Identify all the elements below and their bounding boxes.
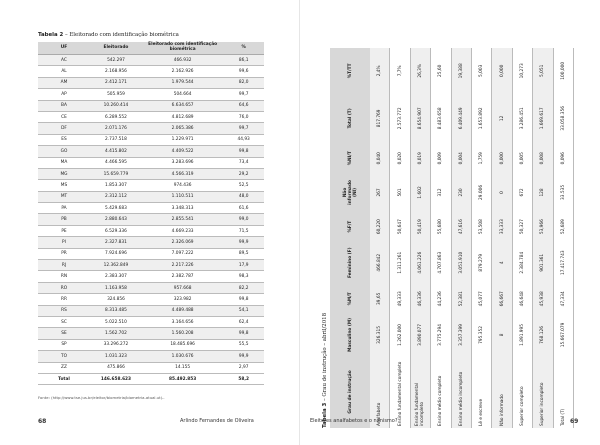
- table-cell: 2.855.541: [142, 214, 223, 225]
- table-row: [38, 77, 264, 88]
- table-cell: TO: [38, 351, 90, 362]
- table-cell: Ensino fundamental incompleto: [410, 356, 430, 428]
- table-cell: 14.155: [142, 362, 223, 373]
- table-cell: 33.296.272: [90, 339, 142, 350]
- table-cell: 7.924.696: [90, 248, 142, 259]
- table-cell: 99,6: [223, 66, 264, 77]
- table-cell: 672: [512, 173, 532, 211]
- table-row: [38, 282, 264, 293]
- table-cell: 1,759: [471, 143, 491, 173]
- table-cell: Ensino médio incompleto: [451, 356, 471, 428]
- table-cell: 50,327: [512, 211, 532, 241]
- table-cell: 18.485.696: [142, 339, 223, 350]
- table-row: [38, 191, 264, 202]
- table-cell: 1.110.511: [142, 191, 223, 202]
- table-cell: SC: [38, 316, 90, 327]
- table-cell: 795.352: [471, 314, 491, 356]
- table-cell: Superior completo: [512, 356, 532, 428]
- table-row: [431, 48, 451, 428]
- table-row: [512, 48, 532, 428]
- table-cell: 542.297: [90, 55, 142, 66]
- table-cell: 73,4: [223, 157, 264, 168]
- table-cell: Lê e escreve: [471, 356, 491, 428]
- table-cell: 100,000: [553, 48, 573, 94]
- table-cell: 3.286.451: [512, 94, 532, 143]
- table-total-row: [38, 373, 264, 384]
- running-author: Arlindo Fernandes de Oliveira: [180, 418, 254, 424]
- table-cell: 4.061.226: [410, 242, 430, 284]
- table-cell: 4.415.802: [90, 146, 142, 157]
- table-row: [38, 305, 264, 316]
- table-cell: 3.890.077: [410, 314, 430, 356]
- table-cell: 49,333: [390, 284, 410, 314]
- table-cell: 2.065.386: [142, 123, 223, 134]
- table-cell: 99,0: [223, 214, 264, 225]
- table-row: [38, 111, 264, 122]
- table-cell: 52,381: [451, 284, 471, 314]
- table-cell: 4.812.689: [142, 111, 223, 122]
- table-cell: 2.880.643: [90, 214, 142, 225]
- table-cell: 29,2: [223, 168, 264, 179]
- table-cell: RN: [38, 271, 90, 282]
- table-cell: 55,5: [223, 339, 264, 350]
- table-cell: 475.866: [90, 362, 142, 373]
- table-cell: 326.315: [370, 314, 390, 356]
- table-cell: BA: [38, 100, 90, 111]
- table-row: [38, 66, 264, 77]
- table-cell: 1.653.892: [471, 94, 491, 143]
- table-cell: 1.602: [410, 173, 430, 211]
- table-cell: 64,6: [223, 100, 264, 111]
- table-row: [38, 180, 264, 191]
- table-cell: 99,8: [223, 294, 264, 305]
- table-cell: 6.289.552: [90, 111, 142, 122]
- running-title: Eleitores analfabetos e o nanismo?: [310, 418, 398, 424]
- table-row: [38, 225, 264, 236]
- table-cell: 2,4%: [370, 48, 390, 94]
- table-cell: 46,336: [410, 284, 430, 314]
- table-row: [38, 339, 264, 350]
- table-cell: 5,003: [471, 48, 491, 94]
- table-3-header: %NI/T: [330, 143, 370, 173]
- table-cell: 5.022.510: [90, 316, 142, 327]
- table-cell: 230: [451, 173, 471, 211]
- table-cell: 1.163.958: [90, 282, 142, 293]
- table-cell: 33.058.356: [553, 94, 573, 143]
- table-cell: 768.126: [533, 314, 553, 356]
- table-cell: 89,5: [223, 248, 264, 259]
- table-cell: 99,9: [223, 351, 264, 362]
- table-cell: 45,077: [471, 284, 491, 314]
- table-cell: 50,647: [390, 211, 410, 241]
- table-cell: DF: [38, 123, 90, 134]
- table-cell: 66,667: [492, 284, 512, 314]
- table-3-title: Tabela 3 – Grau de instrução – abril/2018: [322, 312, 328, 428]
- table-cell: 1.669.617: [533, 94, 553, 143]
- table-cell: 99,9: [223, 237, 264, 248]
- table-cell: 0,005: [512, 143, 532, 173]
- table-cell: 957.668: [142, 282, 223, 293]
- table-row: [533, 48, 553, 428]
- table-cell: SE: [38, 328, 90, 339]
- table-cell: 61,6: [223, 203, 264, 214]
- table-electorate-biometric: [38, 42, 264, 385]
- table-cell: 44,93: [223, 134, 264, 145]
- table-cell: 52,689: [553, 211, 573, 241]
- table-cell: 8.654.907: [410, 94, 430, 143]
- table-cell: 817.769: [370, 94, 390, 143]
- table-row: [390, 48, 410, 428]
- table-2-header: UF: [38, 42, 90, 55]
- table-cell: 50,419: [410, 211, 430, 241]
- table-cell: 466.842: [370, 242, 390, 284]
- table-cell: 974.436: [142, 180, 223, 191]
- table-cell: 10.260.414: [90, 100, 142, 111]
- table-cell: 8.483.658: [431, 94, 451, 143]
- table-cell: 6.634.657: [142, 100, 223, 111]
- table-cell: 12: [492, 94, 512, 143]
- table-cell: 47,334: [553, 284, 573, 314]
- table-cell: 47,616: [451, 211, 471, 241]
- table-cell: 86,1: [223, 55, 264, 66]
- right-page: [300, 0, 600, 445]
- table-3-header: %T/TT: [330, 48, 370, 94]
- table-row: [553, 48, 573, 428]
- table-cell: 33.535: [553, 173, 573, 211]
- table-cell: 2.382.787: [142, 271, 223, 282]
- table-cell: 504.664: [142, 89, 223, 100]
- table-cell: RJ: [38, 260, 90, 271]
- table-cell: 0,000: [492, 48, 512, 94]
- table-cell: 82,2: [223, 282, 264, 293]
- table-cell: 15.667.079: [553, 314, 573, 356]
- table-cell: 1.979.544: [142, 77, 223, 88]
- table-cell: 3.775.294: [431, 314, 451, 356]
- table-cell: 25,60: [431, 48, 451, 94]
- table-cell: Ensino médio completo: [431, 356, 451, 428]
- table-cell: Superior incompleto: [533, 356, 553, 428]
- table-cell: 1.891.995: [512, 314, 532, 356]
- table-cell: 2.327.831: [90, 237, 142, 248]
- table-cell: 2.383.307: [90, 271, 142, 282]
- table-row: [38, 55, 264, 66]
- table-cell: 85.492.853: [142, 373, 223, 384]
- table-cell: 55,680: [431, 211, 451, 241]
- table-cell: RS: [38, 305, 90, 316]
- table-3-header: Feminino (F): [330, 242, 370, 284]
- table-row: [38, 123, 264, 134]
- table-cell: GO: [38, 146, 90, 157]
- table-cell: 3.283.696: [142, 157, 223, 168]
- table-row: [38, 316, 264, 327]
- table-cell: 466.932: [142, 55, 223, 66]
- table-cell: 1.560.208: [142, 328, 223, 339]
- table-cell: 501: [390, 173, 410, 211]
- table-cell: 0,004: [451, 143, 471, 173]
- table-row: [38, 294, 264, 305]
- table-3-header: Grau de instrução: [330, 356, 370, 428]
- table-cell: Total (T): [553, 356, 573, 428]
- table-row: [38, 362, 264, 373]
- table-cell: 99,7: [223, 89, 264, 100]
- table-cell: 324.856: [90, 294, 142, 305]
- table-cell: 6.529.336: [90, 225, 142, 236]
- table-cell: 71,5: [223, 225, 264, 236]
- table-2-source-note: Fonte: (http://www.tse.jus.br/eleitor/biometria/biometria-atual.ut)-.: [38, 395, 165, 400]
- table-cell: MT: [38, 191, 90, 202]
- table-cell: 3.051.910: [451, 242, 471, 284]
- table-cell: 58,2: [223, 373, 264, 384]
- table-3-header: Total (T): [330, 94, 370, 143]
- table-cell: Ensino fundamental completo: [390, 356, 410, 428]
- table-3-header: Não informado (NI): [330, 173, 370, 211]
- table-cell: 3.357.399: [451, 314, 471, 356]
- table-cell: 0,020: [390, 143, 410, 173]
- table-cell: 0,000: [492, 143, 512, 173]
- table-cell: 0: [492, 173, 512, 211]
- table-cell: ES: [38, 134, 90, 145]
- table-cell: 8: [492, 314, 512, 356]
- table-cell: 53,508: [471, 211, 491, 241]
- page-number-left: 68: [38, 418, 47, 425]
- table-cell: AM: [38, 77, 90, 88]
- table-cell: Não informado: [492, 356, 512, 428]
- table-2-header: %: [223, 42, 264, 55]
- table-cell: 53,966: [533, 211, 553, 241]
- table-cell: 0,096: [553, 143, 573, 173]
- table-cell: 7.097.222: [142, 248, 223, 259]
- table-cell: PI: [38, 237, 90, 248]
- table-cell: 4: [492, 242, 512, 284]
- table-cell: 60,220: [370, 211, 390, 241]
- table-cell: 879.279: [471, 242, 491, 284]
- table-cell: 4.409.522: [142, 146, 223, 157]
- table-cell: 46,648: [512, 284, 532, 314]
- table-row: [471, 48, 491, 428]
- table-cell: 10,273: [512, 48, 532, 94]
- table-cell: Total: [38, 373, 90, 384]
- table-cell: 4.707.863: [431, 242, 451, 284]
- table-cell: 323.982: [142, 294, 223, 305]
- table-cell: 5,051: [533, 48, 553, 94]
- table-cell: 2.162.926: [142, 66, 223, 77]
- table-cell: PA: [38, 203, 90, 214]
- table-cell: 128: [533, 173, 553, 211]
- table-cell: 7,7%: [390, 48, 410, 94]
- table-row: [38, 168, 264, 179]
- table-cell: PE: [38, 225, 90, 236]
- table-row: [38, 260, 264, 271]
- table-cell: 48,0: [223, 191, 264, 202]
- table-cell: 2.217.226: [142, 260, 223, 271]
- table-cell: MA: [38, 157, 90, 168]
- table-cell: AL: [38, 66, 90, 77]
- table-row: [38, 351, 264, 362]
- table-cell: 15.659.779: [90, 168, 142, 179]
- table-cell: 26,3%: [410, 48, 430, 94]
- table-cell: 1.031.323: [90, 351, 142, 362]
- table-cell: 2.312.112: [90, 191, 142, 202]
- table-cell: 4.466.595: [90, 157, 142, 168]
- table-cell: 2.573.772: [390, 94, 410, 143]
- table-cell: 2,97: [223, 362, 264, 373]
- table-row: [451, 48, 471, 428]
- table-cell: 1.262.000: [390, 314, 410, 356]
- table-cell: 2.384.784: [512, 242, 532, 284]
- table-cell: 2.737.518: [90, 134, 142, 145]
- table-cell: 17,9: [223, 260, 264, 271]
- table-cell: 1.562.702: [90, 328, 142, 339]
- table-row: [370, 48, 390, 428]
- table-row: [38, 237, 264, 248]
- table-cell: 3.164.656: [142, 316, 223, 327]
- table-cell: 1.030.676: [142, 351, 223, 362]
- table-row: [38, 328, 264, 339]
- table-cell: 45,938: [533, 284, 553, 314]
- table-cell: 901.361: [533, 242, 553, 284]
- table-row: [38, 271, 264, 282]
- table-cell: 54,1: [223, 305, 264, 316]
- table-2-header: Eleitorado: [90, 42, 142, 55]
- table-cell: 29.006: [471, 173, 491, 211]
- table-2-header: Eleitorado com identificação biométrica: [142, 42, 223, 55]
- table-cell: 76,0: [223, 111, 264, 122]
- table-cell: RR: [38, 294, 90, 305]
- table-cell: 19,388: [451, 48, 471, 94]
- page-number-right: 69: [570, 418, 579, 425]
- table-row: [38, 203, 264, 214]
- table-cell: 99,7: [223, 123, 264, 134]
- table-row: [38, 146, 264, 157]
- table-cell: 99,8: [223, 146, 264, 157]
- table-cell: 4.566.319: [142, 168, 223, 179]
- table-cell: 1.229.971: [142, 134, 223, 145]
- table-cell: AP: [38, 89, 90, 100]
- table-cell: 39,65: [370, 284, 390, 314]
- table-cell: 6.409.449: [451, 94, 471, 143]
- rotated-table-3: [322, 48, 566, 428]
- table-cell: 0,009: [431, 143, 451, 173]
- table-cell: 99,8: [223, 328, 264, 339]
- table-row: [38, 100, 264, 111]
- table-cell: 12.362.849: [90, 260, 142, 271]
- table-row: [410, 48, 430, 428]
- table-cell: 5.429.683: [90, 203, 142, 214]
- table-cell: 33,333: [492, 211, 512, 241]
- table-2-title: Tabela 2 – Eleitorado com identificação biométrica: [38, 32, 179, 38]
- table-cell: 2.412.171: [90, 77, 142, 88]
- table-cell: 0,008: [533, 143, 553, 173]
- table-row: [38, 214, 264, 225]
- table-education-level: [330, 48, 574, 428]
- table-cell: AC: [38, 55, 90, 66]
- table-cell: 98,3: [223, 271, 264, 282]
- table-cell: ZZ: [38, 362, 90, 373]
- table-cell: 1.311.261: [390, 242, 410, 284]
- table-cell: 52,5: [223, 180, 264, 191]
- table-cell: Analfabeto: [370, 356, 390, 428]
- table-cell: 0,019: [410, 143, 430, 173]
- table-cell: RO: [38, 282, 90, 293]
- table-cell: 44,236: [431, 284, 451, 314]
- table-cell: SP: [38, 339, 90, 350]
- table-cell: CE: [38, 111, 90, 122]
- table-row: [38, 157, 264, 168]
- table-cell: 82,0: [223, 77, 264, 88]
- table-row: [38, 89, 264, 100]
- table-cell: MG: [38, 168, 90, 179]
- table-row: [38, 134, 264, 145]
- table-row: [492, 48, 512, 428]
- table-cell: 17.417.743: [553, 242, 573, 284]
- table-cell: MS: [38, 180, 90, 191]
- table-cell: 62,4: [223, 316, 264, 327]
- table-3-header: %M/T: [330, 284, 370, 314]
- table-cell: 3.348.313: [142, 203, 223, 214]
- table-cell: 312: [431, 173, 451, 211]
- table-cell: 2.071.176: [90, 123, 142, 134]
- table-3-header: %F/T: [330, 211, 370, 241]
- table-cell: 8.313.485: [90, 305, 142, 316]
- table-cell: 4.489.488: [142, 305, 223, 316]
- table-cell: 1.853.307: [90, 180, 142, 191]
- table-cell: 4.669.233: [142, 225, 223, 236]
- table-cell: 0,040: [370, 143, 390, 173]
- table-cell: 2.168.956: [90, 66, 142, 77]
- table-cell: 505.959: [90, 89, 142, 100]
- table-cell: 146.658.623: [90, 373, 142, 384]
- table-row: [38, 248, 264, 259]
- table-cell: 2.326.069: [142, 237, 223, 248]
- table-cell: PB: [38, 214, 90, 225]
- table-cell: PR: [38, 248, 90, 259]
- table-3-header: Masculino (M): [330, 314, 370, 356]
- table-cell: 267: [370, 173, 390, 211]
